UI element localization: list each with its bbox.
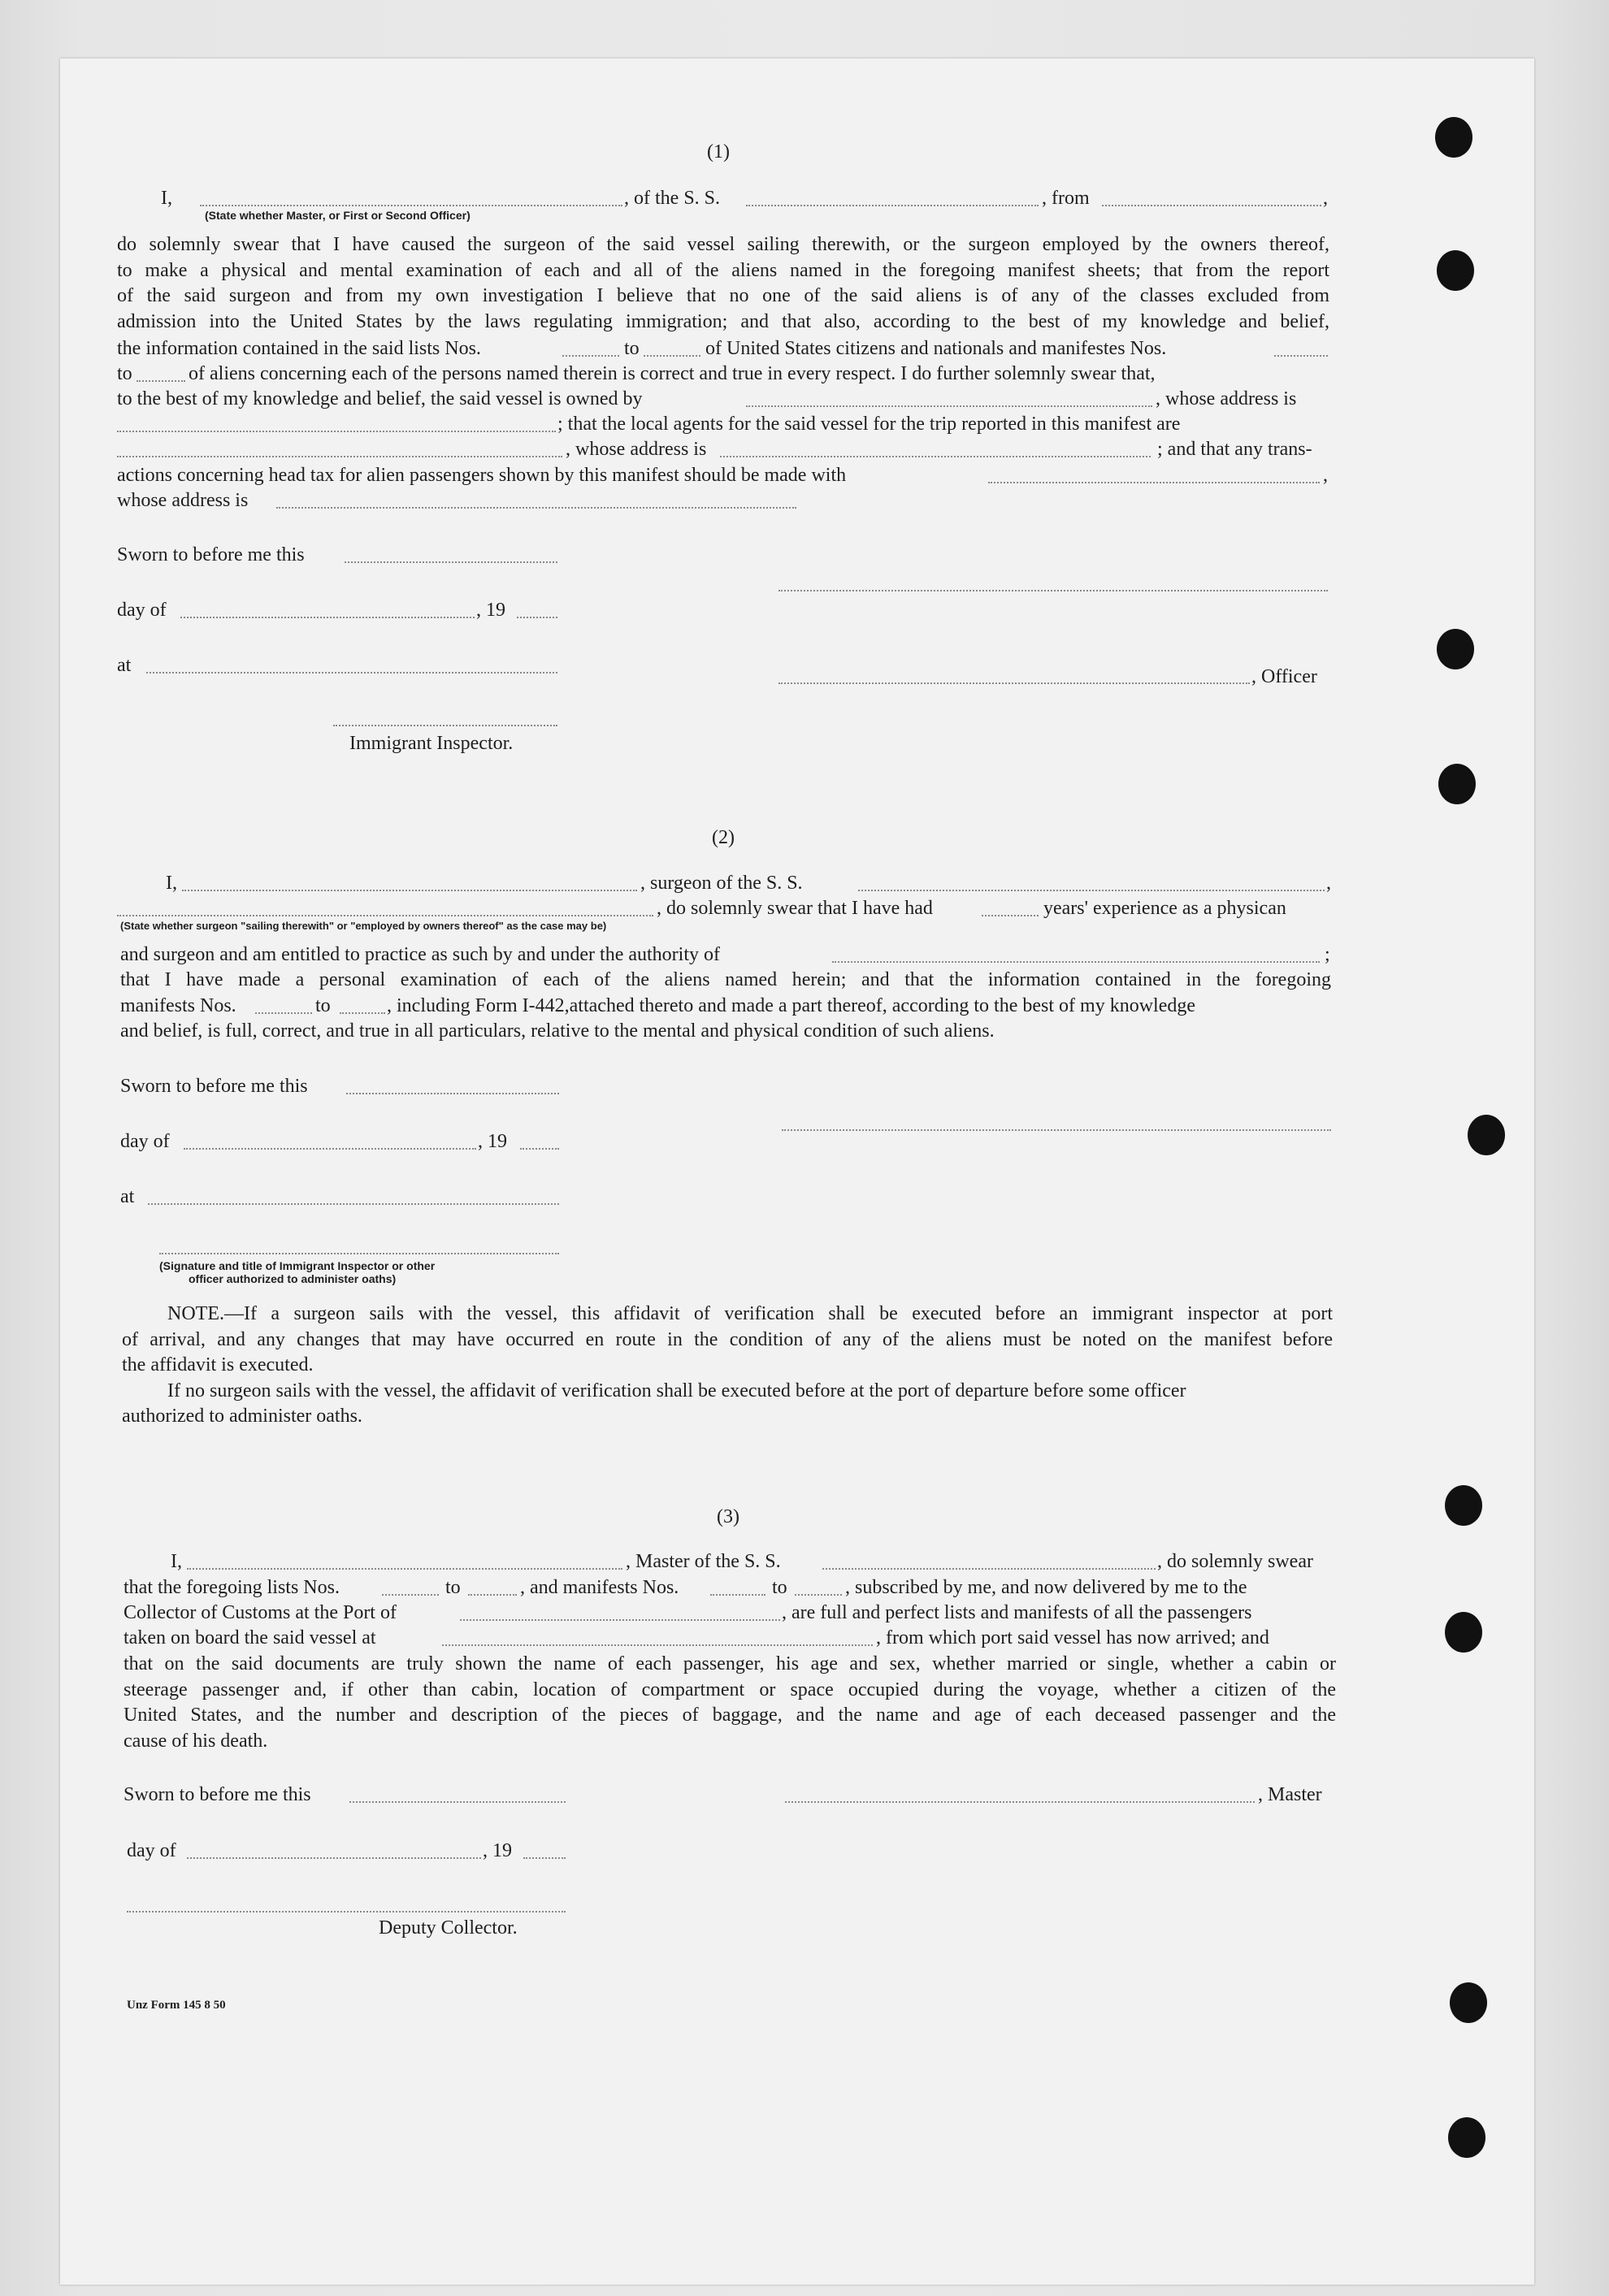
s1-l9-a: to: [117, 363, 132, 384]
s3-line1-swear: , do solemnly swear: [1157, 1551, 1313, 1572]
s1-lists-to-blank: [644, 355, 700, 357]
binder-hole-1: [1435, 117, 1472, 158]
binder-hole-4: [1438, 764, 1476, 804]
section-1-number: (1): [707, 141, 730, 162]
s1-l8-b: to: [624, 338, 640, 359]
s1-officer-line: [778, 682, 1250, 684]
s3-lists-to-blank: [468, 1594, 517, 1596]
s2-line1-vessel-label: , surgeon of the S. S.: [640, 873, 803, 894]
s1-line: of the said surgeon and from my own investigation I believe that no one of the said aliens is of any of the classes excluded from: [117, 285, 1329, 306]
s1-l8-a: the information contained in the said lists Nos.: [117, 338, 481, 359]
s2-note-line: NOTE.—If a surgeon sails with the vessel, this affidavit of verification shall be executed before an immigrant inspector at port: [167, 1303, 1333, 1324]
s1-day-blank: [180, 617, 475, 618]
binder-hole-6: [1445, 1485, 1482, 1526]
s2-line3-a: and surgeon and am entitled to practice as such by and under the authority of: [120, 944, 720, 965]
s1-l13-a: actions concerning head tax for alien passengers shown by this manifest should be made with: [117, 465, 847, 486]
binder-hole-3: [1437, 629, 1474, 669]
binder-hole-9: [1448, 2117, 1485, 2158]
s3-deputy-label: Deputy Collector.: [379, 1917, 518, 1939]
s3-line2-b: to: [445, 1577, 461, 1598]
s3-day-blank: [187, 1857, 481, 1859]
s2-line6: and belief, is full, correct, and true in all particulars, relative to the mental and physical condition of such aliens.: [120, 1020, 995, 1042]
binder-hole-5: [1468, 1115, 1505, 1155]
s1-lists-from-blank: [562, 355, 619, 357]
s2-vessel-blank: [858, 890, 1325, 891]
s3-port-blank: [460, 1619, 780, 1621]
s2-day-blank: [184, 1148, 476, 1150]
s2-note-line: the affidavit is executed.: [122, 1354, 314, 1375]
s3-lists-from-blank: [382, 1594, 439, 1596]
s2-day: day of: [120, 1131, 170, 1152]
s3-collector-line: [127, 1911, 566, 1913]
s3-line: United States, and the number and description of the pieces of baggage, and the name and age of each deceased passenger and the: [124, 1705, 1336, 1726]
s2-line4: that I have made a personal examination of each of the aliens named herein; and that the information contained in the foregoing: [120, 969, 1331, 990]
s3-line4-a: taken on board the said vessel at: [124, 1627, 376, 1648]
s1-agents-address-blank: [720, 456, 1151, 457]
s3-line3-a: Collector of Customs at the Port of: [124, 1602, 397, 1623]
s1-sworn: Sworn to before me this: [117, 544, 305, 565]
s1-officer-note: (State whether Master, or First or Second Officer): [205, 209, 471, 222]
s2-manifest-to-blank: [340, 1012, 385, 1014]
s2-line2-b: years' experience as a physican: [1043, 898, 1286, 919]
s3-sworn: Sworn to before me this: [124, 1784, 311, 1805]
s1-line1-from-label: , from: [1042, 188, 1090, 209]
section-2-number: (2): [712, 827, 735, 848]
s2-signature-line: [782, 1129, 1331, 1131]
s3-master-label: , Master: [1258, 1784, 1322, 1805]
s1-year-blank: [517, 617, 557, 618]
s1-line1-i: I,: [161, 188, 172, 209]
s3-year-blank: [523, 1857, 566, 1859]
s3-boarded-at-blank: [442, 1644, 873, 1646]
s3-master-signature-line: [785, 1801, 1255, 1803]
s1-manifest-to-blank: [137, 380, 185, 382]
s2-sworn-blank: [346, 1093, 559, 1094]
s1-agents-blank: [117, 456, 562, 457]
s1-owner-address-blank: [117, 431, 556, 432]
s1-line: admission into the United States by the laws regulating immigration; and that also, according to the best of my knowledge and belief,: [117, 310, 1329, 332]
s2-at-blank: [148, 1203, 559, 1205]
s2-year-blank: [520, 1148, 559, 1150]
s3-line: steerage passenger and, if other than cabin, location of compartment or space occupied during the voyage, whether a citizen of the: [124, 1679, 1336, 1700]
s1-sworn-blank: [345, 561, 557, 563]
s1-manifest-no-blank: [1274, 355, 1328, 357]
s1-l12-a: , whose address is: [566, 439, 707, 460]
s3-line2-e: , subscribed by me, and now delivered by me to the: [845, 1577, 1247, 1598]
s1-vessel-blank: [746, 205, 1039, 206]
s3-sworn-blank: [349, 1801, 566, 1803]
s3-vessel-blank: [822, 1568, 1156, 1570]
s2-manifest-from-blank: [255, 1012, 312, 1014]
binder-hole-8: [1450, 1982, 1487, 2023]
s2-nineteen: , 19: [478, 1131, 507, 1152]
s2-inspector-signature-line: [159, 1253, 559, 1254]
s1-headtax-blank: [988, 482, 1320, 483]
form-number: Unz Form 145 8 50: [127, 1999, 226, 2012]
binder-hole-2: [1437, 250, 1474, 291]
s3-master-name-blank: [187, 1568, 622, 1570]
s2-line5-c: , including Form I-442,attached thereto and made a part thereof, according to the best of my knowledge: [387, 995, 1196, 1016]
s2-line2-a: , do solemnly swear that I have had: [657, 898, 933, 919]
s2-note-line: If no surgeon sails with the vessel, the affidavit of verification shall be executed before at the port of departure before some officer: [167, 1380, 1186, 1401]
s2-line1-i: I,: [166, 873, 177, 894]
s1-at: at: [117, 655, 132, 676]
s2-surgeon-note: (State whether surgeon "sailing therewith" or "employed by owners thereof" as the case may be): [120, 920, 607, 932]
s1-inspector-line: [333, 725, 557, 726]
s2-authority-blank: [832, 961, 1320, 963]
s3-day: day of: [127, 1840, 176, 1861]
s1-line: do solemnly swear that I have caused the surgeon of the said vessel sailing therewith, or the surgeon employed by the owners thereof,: [117, 234, 1329, 255]
s3-line1-i: I,: [171, 1551, 182, 1572]
s2-note-paragraph: [122, 1302, 1333, 1430]
s1-l11: ; that the local agents for the said vessel for the trip reported in this manifest are: [557, 414, 1181, 435]
s1-l8-c: of United States citizens and nationals and manifestes Nos.: [705, 338, 1167, 359]
s2-line1-comma: ,: [1326, 873, 1331, 894]
s1-inspector-label: Immigrant Inspector.: [349, 733, 514, 754]
s1-owner-blank: [746, 405, 1152, 407]
s3-line4-b: , from which port said vessel has now arrived; and: [876, 1627, 1269, 1648]
s3-line2-a: that the foregoing lists Nos.: [124, 1577, 340, 1598]
s3-line1-vessel-label: , Master of the S. S.: [626, 1551, 781, 1572]
s1-at-blank: [146, 672, 557, 674]
s3-paragraph: [124, 1652, 1336, 1754]
s2-note-line: authorized to administer oaths.: [122, 1406, 362, 1427]
s3-line: that on the said documents are truly shown the name of each passenger, his age and sex, whether married or single, whether a cabin or: [124, 1653, 1336, 1674]
s2-sailing-blank: [117, 915, 653, 916]
s2-line5-b: to: [315, 995, 331, 1016]
s1-signature-line: [778, 590, 1328, 591]
s2-years-blank: [982, 915, 1039, 916]
s2-sig-note-1: (Signature and title of Immigrant Inspector or other: [159, 1259, 436, 1272]
s3-nineteen: , 19: [483, 1840, 512, 1861]
s3-manifests-to-blank: [795, 1594, 842, 1596]
s1-paragraph: [117, 232, 1329, 335]
s1-day: day of: [117, 600, 167, 621]
s1-l14: whose address is: [117, 490, 249, 511]
s1-officer-name-blank: [200, 205, 622, 206]
s3-line: cause of his death.: [124, 1730, 268, 1752]
s1-line1-comma: ,: [1323, 188, 1328, 209]
s1-nineteen: , 19: [476, 600, 505, 621]
s1-line1-vessel-label: , of the S. S.: [624, 188, 721, 209]
section-3-number: (3): [717, 1506, 739, 1527]
s1-line: to make a physical and mental examination of each and all of the aliens named in the foregoing manifest sheets; that from the report: [117, 259, 1329, 281]
s1-from-blank: [1102, 205, 1321, 206]
s2-line4-wrap: [120, 968, 1331, 994]
s1-l10-a: to the best of my knowledge and belief, the said vessel is owned by: [117, 388, 643, 409]
s3-manifests-from-blank: [710, 1594, 765, 1596]
s1-l12-b: ; and that any trans-: [1157, 439, 1312, 460]
s2-at: at: [120, 1186, 135, 1207]
s1-officer-label: , Officer: [1251, 666, 1317, 687]
s2-sig-note-2: officer authorized to administer oaths): [189, 1272, 397, 1285]
s1-l10-b: , whose address is: [1156, 388, 1297, 409]
s1-l9-b: of aliens concerning each of the persons named therein is correct and true in every respect. I do further solemnly swear that,: [189, 363, 1156, 384]
s3-line3-b: , are full and perfect lists and manifests of all the passengers: [782, 1602, 1252, 1623]
s1-headtax-address-blank: [276, 507, 796, 509]
s1-l13-b: ,: [1323, 465, 1328, 486]
s3-line2-d: to: [772, 1577, 787, 1598]
s2-line3-b: ;: [1325, 944, 1330, 965]
s2-line5-a: manifests Nos.: [120, 995, 236, 1016]
s2-surgeon-name-blank: [182, 890, 637, 891]
s3-line2-c: , and manifests Nos.: [520, 1577, 679, 1598]
s2-sworn: Sworn to before me this: [120, 1076, 308, 1097]
binder-hole-7: [1445, 1612, 1482, 1653]
s2-note-line: of arrival, and any changes that may have occurred en route in the condition of any of the aliens must be noted on the manifest before: [122, 1328, 1333, 1350]
